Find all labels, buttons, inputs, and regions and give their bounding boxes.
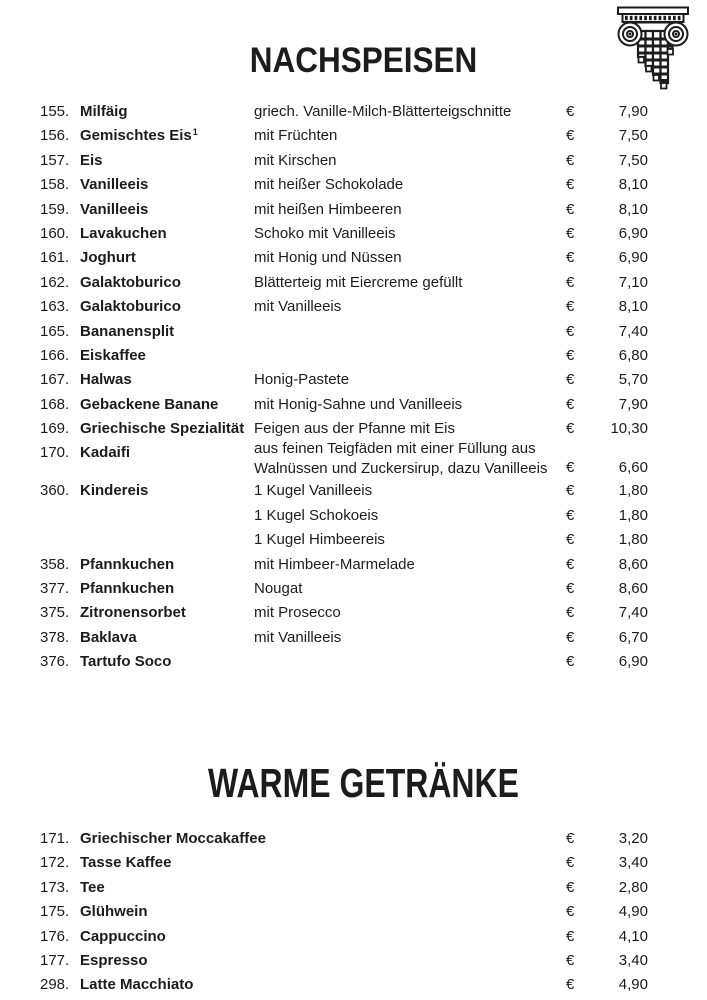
item-price: 3,20 — [618, 830, 648, 847]
currency-symbol: € — [566, 176, 575, 194]
currency-symbol: € — [566, 273, 575, 291]
currency-symbol: € — [566, 830, 575, 847]
item-description: mit Vanilleeis — [254, 298, 342, 316]
item-price: 8,60 — [618, 580, 648, 598]
item-name: Glühwein — [80, 903, 148, 921]
menu-section-warme-getraenke — [0, 827, 707, 998]
item-price: 7,40 — [618, 604, 648, 622]
item-number: 375. — [40, 604, 70, 622]
item-description — [254, 851, 566, 875]
item-number: 358. — [40, 555, 70, 573]
menu-item-row — [0, 441, 707, 479]
item-number: 377. — [40, 580, 70, 598]
menu-item-row — [0, 925, 707, 949]
item-number: 376. — [40, 653, 70, 671]
item-number: 171. — [40, 830, 70, 847]
menu-item-row — [0, 553, 707, 577]
currency-symbol: € — [566, 395, 575, 413]
item-name: Baklava — [80, 628, 137, 646]
item-price: 4,90 — [618, 903, 648, 921]
item-price: 7,10 — [618, 273, 648, 291]
item-name: Kindereis — [80, 482, 149, 500]
item-name: Pfannkuchen — [80, 555, 175, 573]
item-description: mit Vanilleeis — [254, 628, 342, 646]
currency-symbol: € — [566, 580, 575, 598]
item-description: mit Früchten — [254, 127, 338, 145]
item-price: 1,80 — [618, 531, 648, 549]
item-description — [254, 900, 566, 924]
item-number: 161. — [40, 249, 70, 267]
menu-item-row — [0, 100, 707, 124]
currency-symbol: € — [566, 420, 575, 438]
item-description: mit heißer Schokolade — [254, 176, 404, 194]
item-description: mit Prosecco — [254, 604, 341, 622]
item-description: mit Himbeer-Marmelade — [254, 555, 415, 573]
item-price: 8,10 — [618, 176, 648, 194]
item-description: 1 Kugel Vanilleeis — [254, 482, 373, 500]
item-price: 6,70 — [618, 628, 648, 646]
item-name: Eiskaffee — [80, 346, 146, 364]
menu-item-row — [0, 973, 707, 997]
currency-symbol: € — [566, 346, 575, 364]
item-name: Latte Macchiato — [80, 976, 194, 994]
item-price: 6,90 — [618, 653, 648, 671]
item-number: 173. — [40, 878, 70, 896]
item-number: 162. — [40, 273, 70, 291]
item-description: griech. Vanille-Milch-Blätterteigschnitte — [254, 103, 512, 120]
item-description — [254, 876, 566, 900]
item-name: Griechische Spezialität — [80, 420, 245, 438]
item-number — [40, 504, 80, 528]
item-name: Zitronensorbet — [80, 604, 186, 622]
menu-item-row — [0, 601, 707, 625]
menu-item-row — [0, 417, 707, 441]
item-name: Tee — [80, 878, 105, 896]
item-name: Eis — [80, 151, 103, 169]
item-name: Gebackene Banane — [80, 395, 219, 413]
item-number: 163. — [40, 298, 70, 316]
menu-item-row — [0, 368, 707, 392]
currency-symbol: € — [566, 482, 575, 500]
item-number: 158. — [40, 176, 70, 194]
currency-symbol: € — [566, 506, 575, 524]
currency-symbol: € — [566, 127, 575, 145]
item-description — [254, 344, 566, 368]
menu-item-row — [0, 124, 707, 148]
item-number: 160. — [40, 224, 70, 242]
item-price: 7,90 — [618, 103, 648, 120]
item-price: 5,70 — [618, 371, 648, 389]
item-price: 2,80 — [618, 878, 648, 896]
currency-symbol: € — [566, 555, 575, 573]
item-name: Pfannkuchen — [80, 580, 175, 598]
currency-symbol: € — [566, 224, 575, 242]
item-description-line: aus feinen Teigfäden mit einer Füllung aus — [254, 440, 536, 458]
menu-section-nachspeisen — [0, 100, 707, 675]
currency-symbol: € — [566, 653, 575, 671]
currency-symbol: € — [566, 854, 575, 872]
item-price: 4,10 — [618, 927, 648, 945]
menu-item-row — [0, 198, 707, 222]
section-title-warme-getraenke: WARME GETRÄNKE — [208, 760, 519, 806]
item-number: 175. — [40, 903, 70, 921]
item-number: 168. — [40, 395, 70, 413]
item-name: Joghurt — [80, 249, 136, 267]
item-name: Cappuccino — [80, 927, 166, 945]
menu-item-row — [0, 900, 707, 924]
item-name: Gemischtes Eis$^1$ — [80, 127, 198, 145]
item-description — [254, 973, 566, 997]
item-number: 167. — [40, 371, 70, 389]
item-price: 6,90 — [618, 224, 648, 242]
item-price: 6,60 — [618, 459, 648, 477]
item-description: mit Kirschen — [254, 151, 337, 169]
item-number: 176. — [40, 927, 70, 945]
currency-symbol: € — [566, 103, 575, 120]
item-number: 156. — [40, 127, 70, 145]
item-number: 155. — [40, 103, 70, 120]
item-description — [254, 827, 566, 851]
item-price: 4,90 — [618, 976, 648, 994]
item-description: Schoko mit Vanilleeis — [254, 224, 396, 242]
item-description: Blätterteig mit Eiercreme gefüllt — [254, 273, 463, 291]
currency-symbol: € — [566, 628, 575, 646]
item-description — [254, 320, 566, 344]
item-price: 1,80 — [618, 482, 648, 500]
menu-item-row — [0, 393, 707, 417]
currency-symbol: € — [566, 249, 575, 267]
item-number: 172. — [40, 854, 70, 872]
menu-item-row — [0, 851, 707, 875]
item-number: 166. — [40, 346, 70, 364]
menu-item-row — [0, 504, 707, 528]
menu-item-row — [0, 827, 707, 851]
currency-symbol: € — [566, 951, 575, 969]
item-number: 177. — [40, 951, 70, 969]
menu-item-row — [0, 528, 707, 552]
item-name-superscript: 1 — [192, 127, 198, 138]
item-price: 6,80 — [618, 346, 648, 364]
item-description: Honig-Pastete — [254, 371, 350, 389]
item-description — [254, 925, 566, 949]
item-name: Galaktoburico — [80, 298, 181, 316]
item-name: Lavakuchen — [80, 224, 167, 242]
currency-symbol: € — [566, 976, 575, 994]
item-price: 8,10 — [618, 200, 648, 218]
item-price: 8,10 — [618, 298, 648, 316]
item-number: 170. — [40, 444, 70, 462]
currency-symbol: € — [566, 371, 575, 389]
menu-item-row — [0, 876, 707, 900]
item-price: 3,40 — [618, 854, 648, 872]
item-name: Kadaifi — [80, 444, 131, 462]
item-description — [254, 439, 566, 479]
item-number — [40, 528, 80, 552]
item-name: Galaktoburico — [80, 273, 181, 291]
item-description: mit heißen Himbeeren — [254, 200, 402, 218]
menu-item-row — [0, 149, 707, 173]
menu-item-row — [0, 479, 707, 503]
currency-symbol: € — [566, 903, 575, 921]
item-number: 298. — [40, 976, 70, 994]
item-price: 7,40 — [618, 322, 648, 340]
menu-item-row — [0, 173, 707, 197]
item-description — [254, 650, 566, 674]
item-name: Halwas — [80, 371, 132, 389]
item-price: 6,90 — [618, 249, 648, 267]
item-description: Feigen aus der Pfanne mit Eis — [254, 420, 455, 438]
currency-symbol: € — [566, 459, 575, 477]
item-number: 169. — [40, 420, 70, 438]
item-description: 1 Kugel Schokoeis — [254, 506, 379, 524]
item-number: 159. — [40, 200, 70, 218]
menu-item-row — [0, 295, 707, 319]
item-name: Bananensplit — [80, 322, 175, 340]
item-description: mit Honig-Sahne und Vanilleeis — [254, 395, 463, 413]
item-number: 165. — [40, 322, 70, 340]
item-price: 7,50 — [618, 151, 648, 169]
menu-item-row — [0, 246, 707, 270]
menu-item-row — [0, 650, 707, 674]
item-name: Milfäig — [80, 103, 128, 120]
item-name: Vanilleeis — [80, 200, 149, 218]
menu-item-row — [0, 320, 707, 344]
menu-item-row — [0, 222, 707, 246]
menu-item-row — [0, 271, 707, 295]
currency-symbol: € — [566, 604, 575, 622]
currency-symbol: € — [566, 927, 575, 945]
item-name: Tasse Kaffee — [80, 854, 172, 872]
menu-item-row — [0, 626, 707, 650]
item-name — [80, 528, 254, 552]
section-title-nachspeisen: NACHSPEISEN — [249, 41, 478, 80]
currency-symbol: € — [566, 151, 575, 169]
currency-symbol: € — [566, 878, 575, 896]
menu-item-row — [0, 344, 707, 368]
item-name: Tartufo Soco — [80, 653, 172, 671]
item-number: 360. — [40, 482, 70, 500]
currency-symbol: € — [566, 531, 575, 549]
menu-item-row — [0, 949, 707, 973]
item-price: 1,80 — [618, 506, 648, 524]
item-price: 7,90 — [618, 395, 648, 413]
item-name: Griechischer Moccakaffee — [80, 830, 266, 847]
item-price: 3,40 — [618, 951, 648, 969]
item-description: mit Honig und Nüssen — [254, 249, 402, 267]
item-price: 10,30 — [610, 420, 648, 438]
item-description — [254, 949, 566, 973]
item-name: Vanilleeis — [80, 176, 149, 194]
currency-symbol: € — [566, 200, 575, 218]
currency-symbol: € — [566, 298, 575, 316]
item-price: 7,50 — [618, 127, 648, 145]
item-number: 157. — [40, 151, 70, 169]
item-number: 378. — [40, 628, 70, 646]
item-description-line: Walnüssen und Zuckersirup, dazu Vanilleeis — [254, 460, 548, 478]
item-price: 8,60 — [618, 555, 648, 573]
item-name: Espresso — [80, 951, 148, 969]
menu-item-row — [0, 577, 707, 601]
item-description: Nougat — [254, 580, 303, 598]
currency-symbol: € — [566, 322, 575, 340]
item-description: 1 Kugel Himbeereis — [254, 531, 385, 549]
item-name — [80, 504, 254, 528]
